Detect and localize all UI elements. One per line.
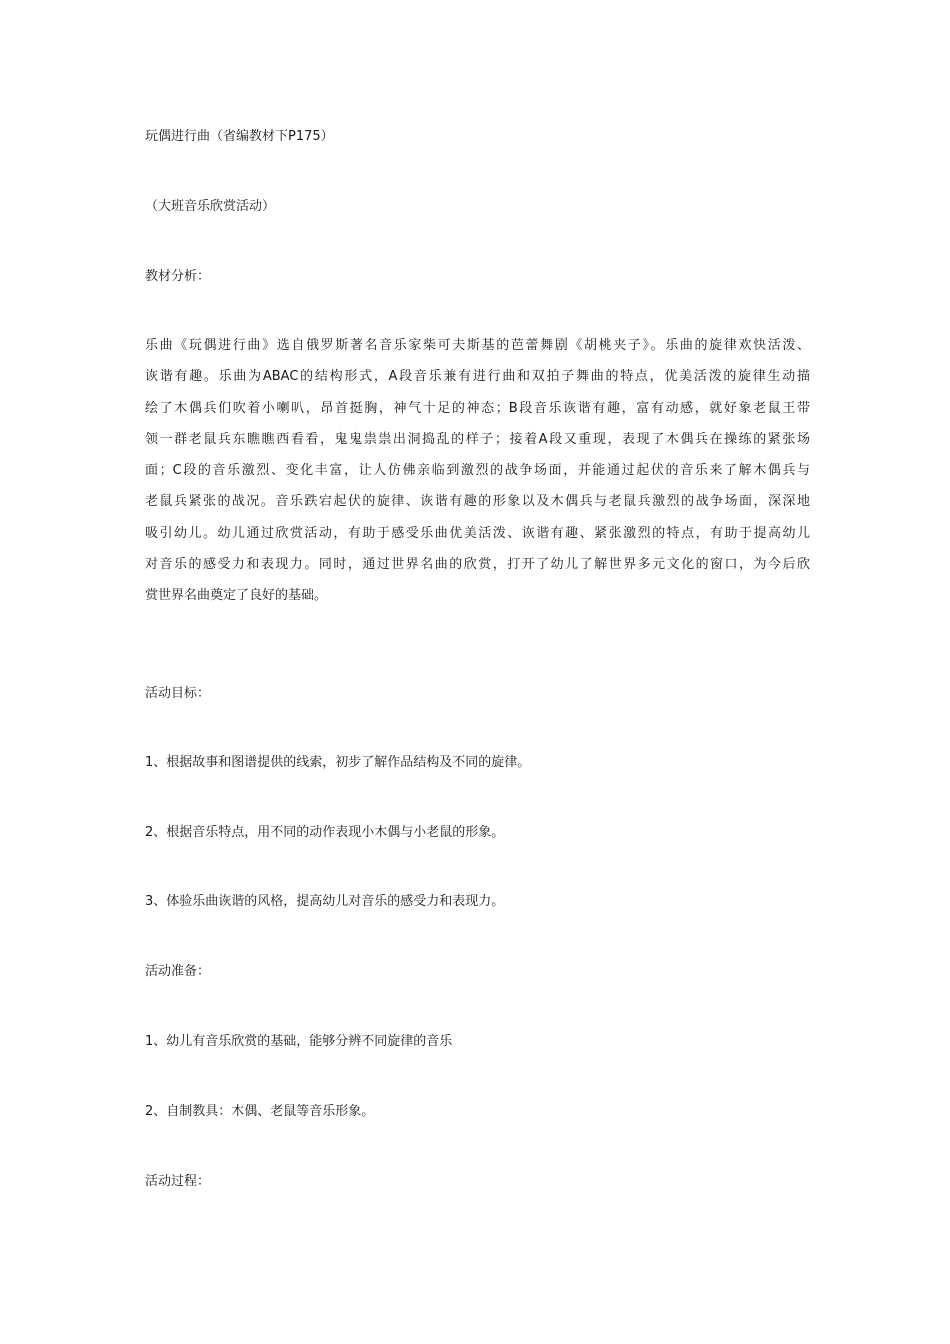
analysis-line: 对音乐的感受力和表现力。同时，通过世界名曲的欣赏，打开了幼儿了解世界多元文化的窗口，为今后欣: [145, 557, 810, 573]
goals-heading: 活动目标：: [145, 686, 211, 701]
goal-item: 3、体验乐曲诙谐的风格，提高幼儿对音乐的感受力和表现力。: [145, 894, 505, 909]
analysis-line: 面；C段的音乐激烈、变化丰富，让人仿佛亲临到激烈的战争场面，并能通过起伏的音乐来了解木偶兵与: [145, 463, 810, 479]
analysis-line: 乐曲《玩偶进行曲》选自俄罗斯著名音乐家柴可夫斯基的芭蕾舞剧《胡桃夹子》。乐曲的旋律欢快活泼、: [145, 338, 810, 353]
document-title: 玩偶进行曲（省编教材下P175）: [145, 129, 334, 144]
analysis-line: 领一群老鼠兵东瞧瞧西看看，鬼鬼祟祟出洞捣乱的样子；接着A段又重现，表现了木偶兵在操练的紧张场: [145, 431, 810, 447]
document-subtitle: （大班音乐欣赏活动）: [145, 199, 276, 214]
prep-item: 1、幼儿有音乐欣赏的基础，能够分辨不同旋律的音乐: [145, 1034, 453, 1049]
analysis-line: 老鼠兵紧张的战况。音乐跌宕起伏的旋律、诙谐有趣的形象以及木偶兵与老鼠兵激烈的战争场面，深深地: [145, 494, 810, 510]
process-heading: 活动过程：: [145, 1174, 211, 1189]
analysis-line: 吸引幼儿。幼儿通过欣赏活动，有助于感受乐曲优美活泼、诙谐有趣、紧张激烈的特点，有助于提高幼儿: [145, 525, 810, 541]
goal-item: 1、根据故事和图谱提供的线索，初步了解作品结构及不同的旋律。: [145, 755, 531, 770]
analysis-paragraph: [145, 330, 810, 612]
goal-item: 2、根据音乐特点，用不同的动作表现小木偶与小老鼠的形象。: [145, 825, 505, 840]
analysis-line: 绘了木偶兵们吹着小喇叭，昂首挺胸，神气十足的神态；B段音乐诙谐有趣，富有动感，就好象老鼠王带: [145, 400, 810, 416]
prep-heading: 活动准备：: [145, 964, 211, 979]
analysis-line: 诙谐有趣。乐曲为ABAC的结构形式，A段音乐兼有进行曲和双拍子舞曲的特点，优美活泼的旋律生动描: [145, 369, 810, 385]
prep-item: 2、自制教具：木偶、老鼠等音乐形象。: [145, 1104, 375, 1119]
analysis-line: 赏世界名曲奠定了良好的基础。: [145, 588, 328, 604]
analysis-heading: 教材分析：: [145, 269, 211, 284]
